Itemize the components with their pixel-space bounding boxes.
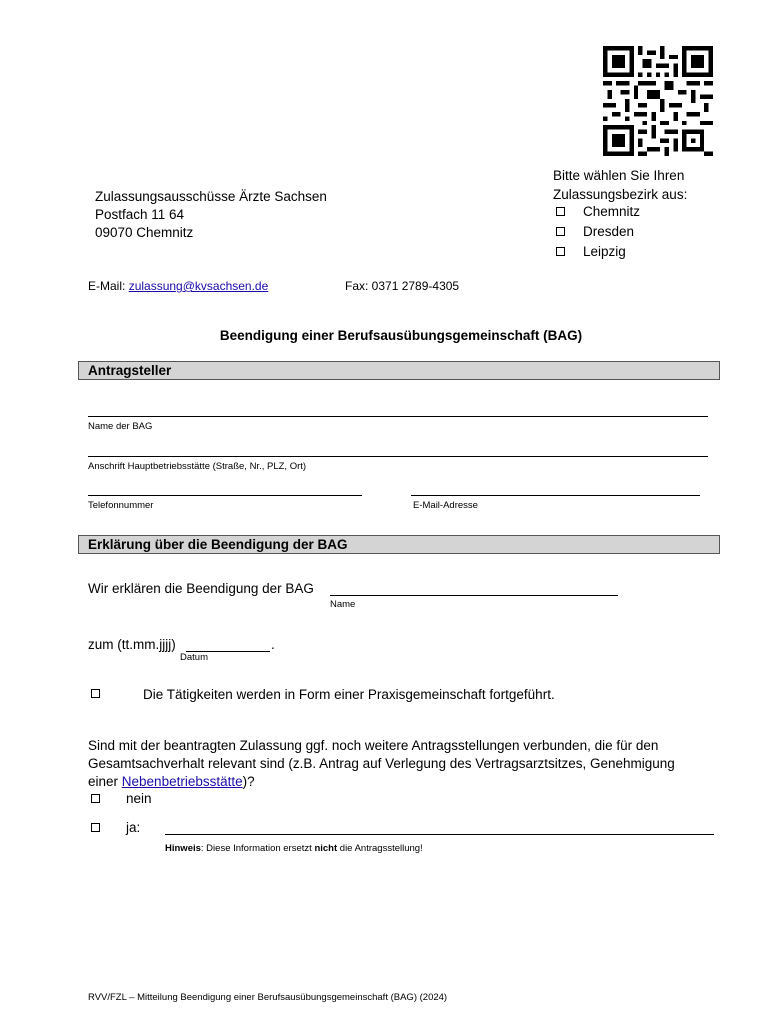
checkbox-dresden[interactable] [556,227,565,236]
checkbox-leipzig[interactable] [556,247,565,256]
section-declaration: Erklärung über die Beendigung der BAG [78,535,720,554]
checkbox-chemnitz[interactable] [556,207,565,216]
section-applicant: Antragsteller [78,361,720,380]
hint-part-1: : Diese Information ersetzt [200,843,315,854]
yes-details-field[interactable] [165,834,714,835]
date-prefix: zum (tt.mm.jjjj) [88,637,176,652]
checkbox-yes[interactable] [91,823,100,832]
declaration-name-label: Name [330,599,356,610]
email-link[interactable]: zulassung@kvsachsen.de [128,279,269,293]
page-title: Beendigung einer Berufsausübungsgemeinschaft (BAG) [219,328,583,343]
declaration-name-field[interactable] [330,595,618,596]
phone-label: Telefonnummer [88,500,154,511]
email-label: E-Mail: [88,279,126,293]
checkbox-continuation[interactable] [91,689,100,698]
declaration-statement: Wir erklären die Beendigung der BAG [88,581,314,596]
email-field-label: E-Mail-Adresse [413,500,478,511]
date-suffix: . [271,637,275,652]
hint-text [165,843,423,854]
address-label: Anschrift Hauptbetriebsstätte (Straße, Nr., PLZ, Ort) [88,461,307,472]
email-field[interactable] [411,495,700,496]
address-field[interactable] [88,456,708,457]
district-prompt-1: Bitte wählen Sie Ihren [553,168,685,183]
question-prefix: einer [88,774,122,789]
question-line-1: Sind mit der beantragten Zulassung ggf. noch weitere Antragsstellungen verbunden, die für den [88,738,659,753]
nebenbetriebsstaette-link[interactable]: Nebenbetriebsstätte [121,774,243,789]
question-line-3 [88,773,255,791]
hint-part-2: die Antragsstellung! [337,843,423,854]
question-suffix: )? [242,774,255,789]
option-chemnitz: Chemnitz [583,204,641,219]
qr-code [603,46,713,156]
date-label: Datum [180,652,208,663]
phone-field[interactable] [88,495,362,496]
address-line-1: Zulassungsausschüsse Ärzte Sachsen [95,189,327,204]
option-leipzig: Leipzig [583,244,626,259]
hint-label: Hinweis [165,843,201,854]
option-dresden: Dresden [583,224,635,239]
address-line-2: Postfach 11 64 [95,207,185,222]
bag-name-label: Name der BAG [88,421,153,432]
checkbox-no[interactable] [91,794,100,803]
hint-emphasis: nicht [314,843,338,854]
address-line-3: 09070 Chemnitz [95,225,194,240]
question-line-2: Gesamtsachverhalt relevant sind (z.B. Antrag auf Verlegung des Vertragsarztsitzes, Genehmigung [88,756,675,771]
option-no: nein [126,791,152,806]
email-contact [88,279,268,293]
fax-contact: Fax: 0371 2789-4305 [345,279,460,293]
bag-name-field[interactable] [88,416,708,417]
district-prompt-2: Zulassungsbezirk aus: [553,187,688,202]
continuation-text: Die Tätigkeiten werden in Form einer Praxisgemeinschaft fortgeführt. [143,687,555,702]
option-yes: ja: [126,820,141,835]
footer: RVV/FZL – Mitteilung Beendigung einer Berufsausübungsgemeinschaft (BAG) (2024) [88,992,448,1003]
